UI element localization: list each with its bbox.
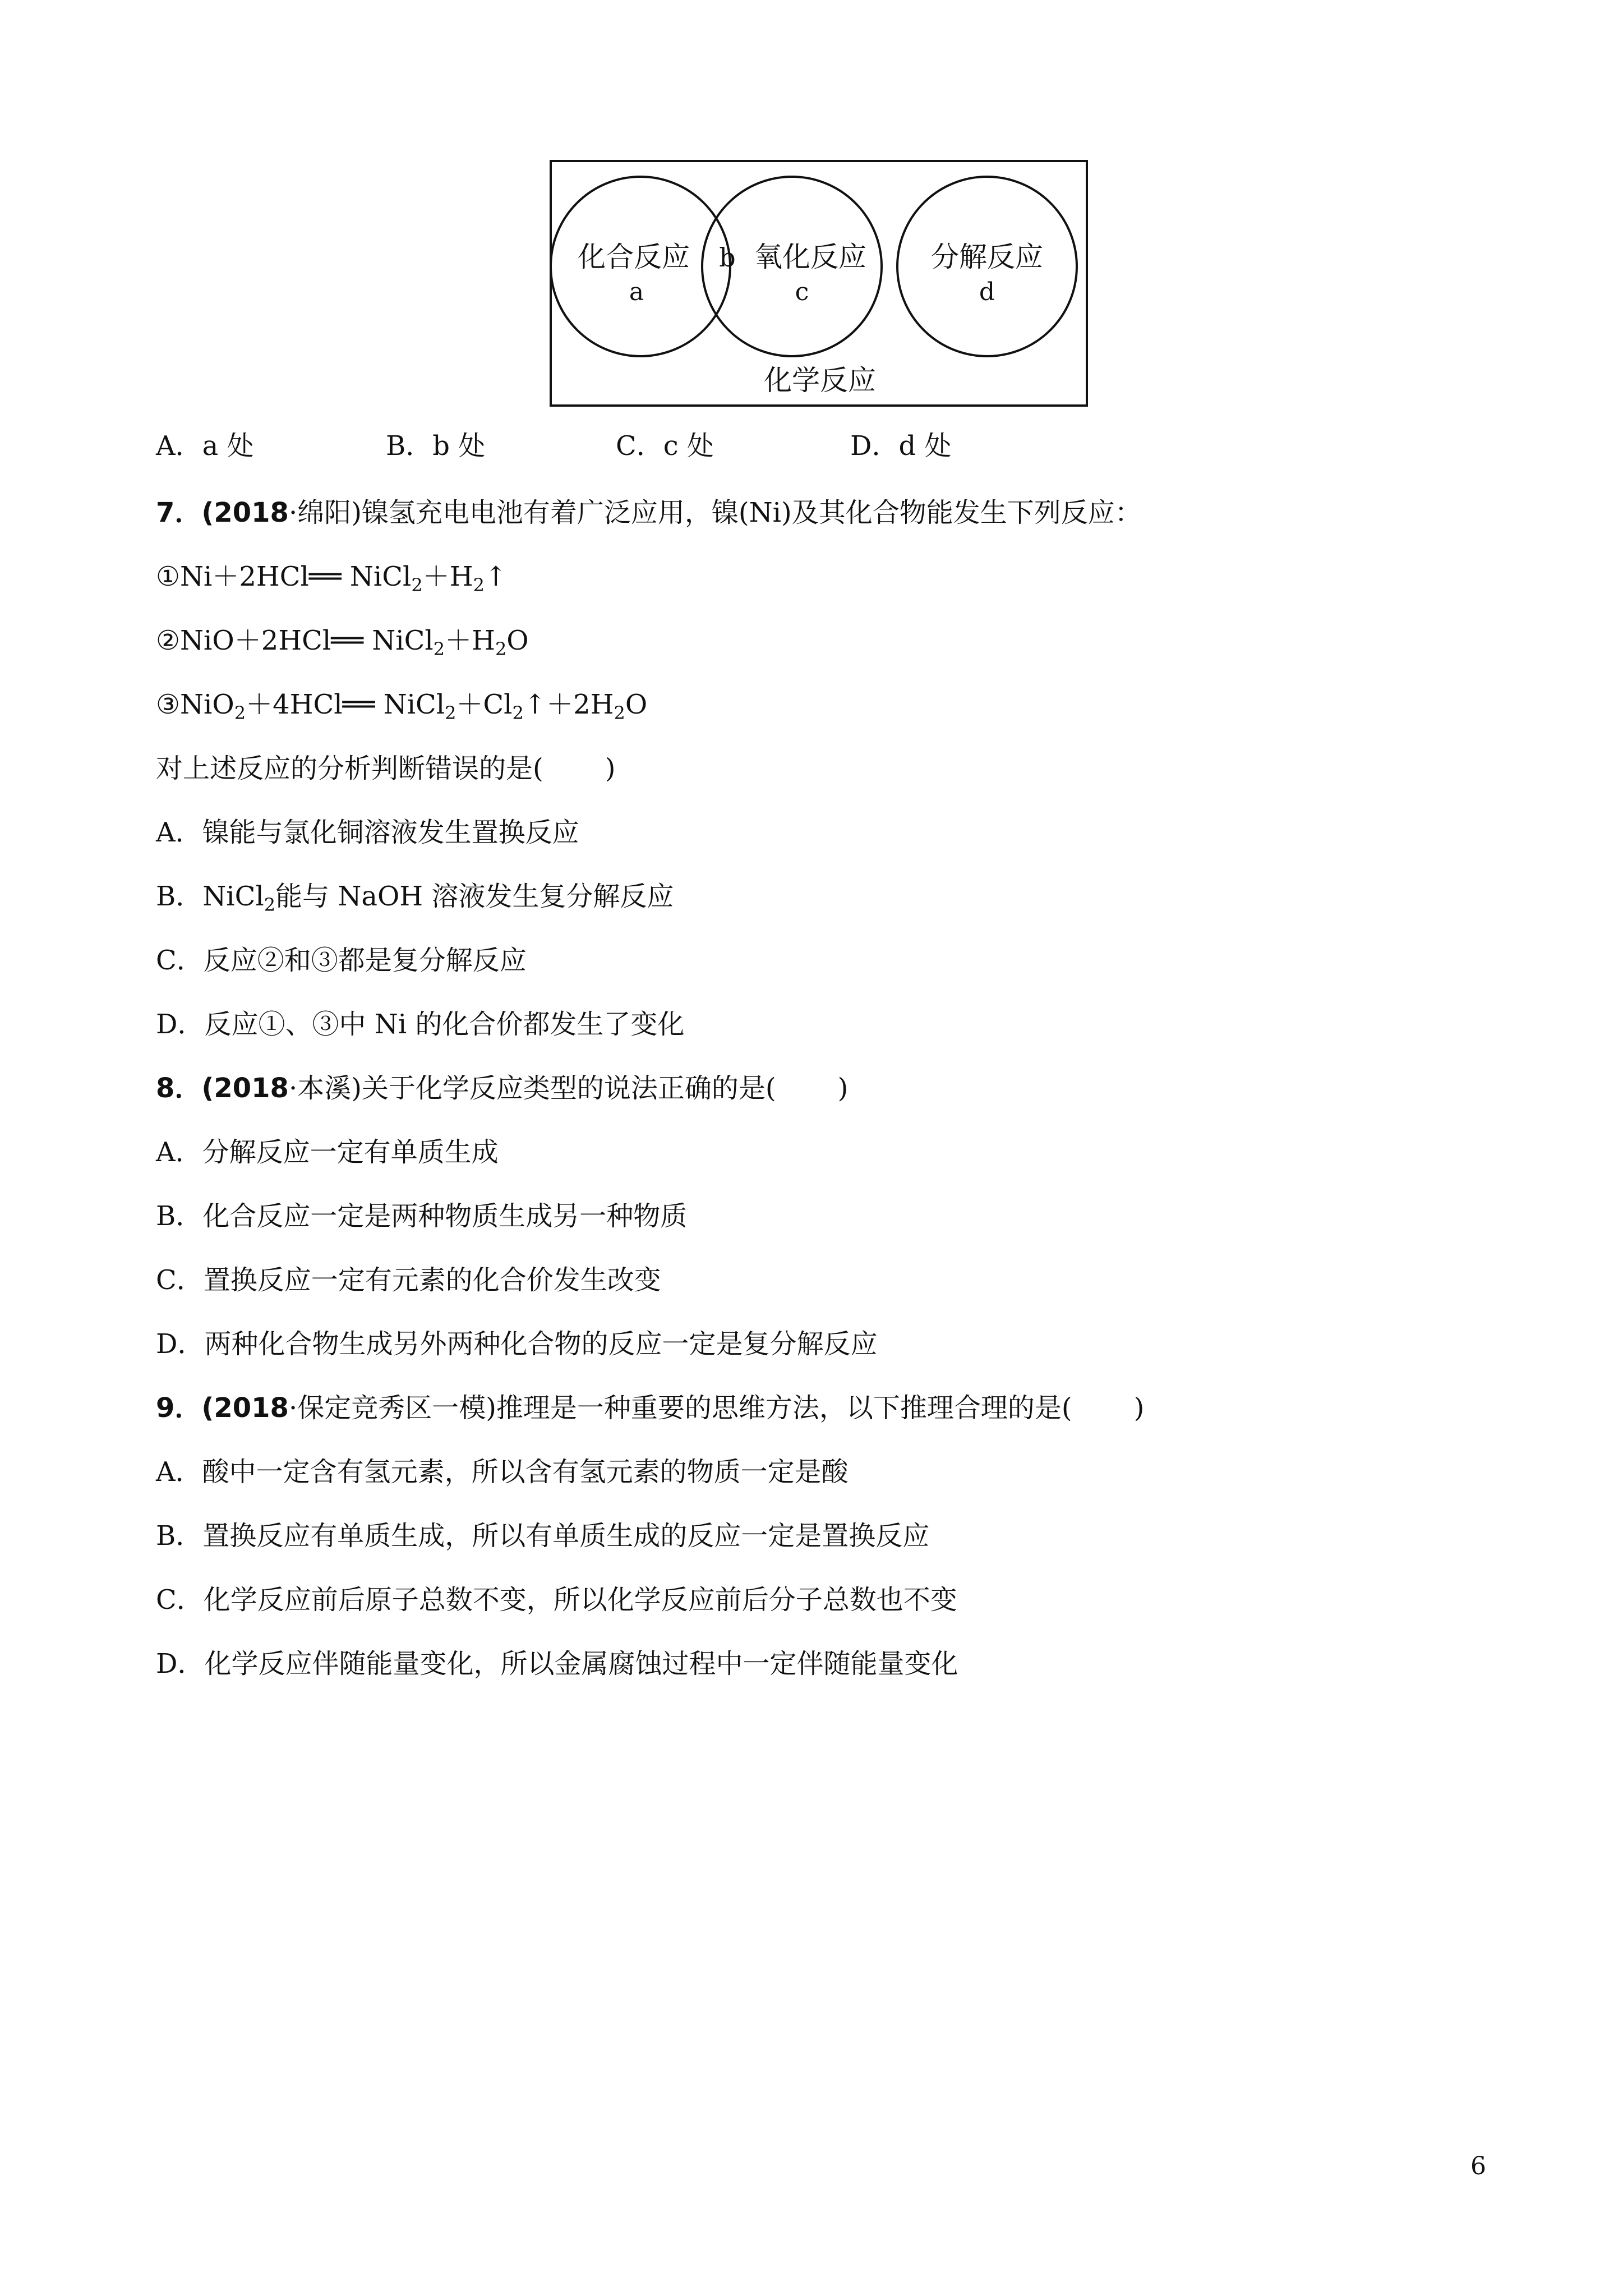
q9-option-c[interactable]: C．化学反应前后原子总数不变，所以化学反应前后分子总数也不变: [156, 1584, 957, 1616]
q7-option-b-sub: 2: [264, 894, 276, 915]
eq2-end: O: [506, 625, 529, 656]
q9-stem-text: ·保定竞秀区一模)推理是一种重要的思维方法，以下推理合理的是(: [288, 1392, 1072, 1424]
page-number: 6: [1470, 2152, 1486, 2180]
q7-option-b-pre: B．NiCl: [156, 881, 264, 912]
eq2-tail: ＋H: [445, 625, 495, 656]
eq1-sub2: 2: [473, 574, 485, 596]
q7-option-c[interactable]: C．反应②和③都是复分解反应: [156, 945, 527, 976]
q8-close-paren: ): [837, 1073, 849, 1104]
eq3-end: O: [625, 689, 648, 720]
q8-number: 8．(2018: [156, 1073, 289, 1104]
q7-option-b-post: 能与 NaOH 溶液发生复分解反应: [275, 881, 674, 912]
q8-stem-text: ·本溪)关于化学反应类型的说法正确的是(: [288, 1073, 776, 1104]
region-d-label: d: [979, 278, 995, 306]
q9-number: 9．(2018: [156, 1392, 289, 1424]
eq3-tail: ↑＋2H: [523, 689, 614, 720]
eq3-sub3: 2: [512, 702, 524, 724]
q9-close-paren: ): [1133, 1392, 1145, 1424]
eq2-sub1: 2: [433, 638, 445, 660]
q7-equation-3: [156, 688, 647, 730]
q8-option-d[interactable]: D．两种化合物生成另外两种化合物的反应一定是复分解反应: [156, 1328, 878, 1360]
q7-close-paren: ): [605, 753, 616, 784]
q9-option-d[interactable]: D．化学反应伴随能量变化，所以金属腐蚀过程中一定伴随能量变化: [156, 1648, 958, 1680]
q7-question-text: 对上述反应的分析判断错误的是(: [156, 753, 543, 784]
region-c-label: c: [795, 278, 809, 306]
q6-option-b[interactable]: B．b 处: [386, 430, 486, 462]
chemical-reaction-label: 化学反应: [764, 364, 876, 397]
region-a-label: a: [629, 278, 644, 306]
q7-option-d[interactable]: D．反应①、③中 Ni 的化合价都发生了变化: [156, 1009, 685, 1040]
eq3-lhs: ③NiO: [156, 689, 234, 720]
q7-equation-1: [156, 560, 507, 602]
q7-stem: [156, 496, 1142, 530]
q7-number: 7．(2018: [156, 497, 289, 528]
q9-option-b[interactable]: B．置换反应有单质生成，所以有单质生成的反应一定是置换反应: [156, 1520, 930, 1552]
q9-stem: [156, 1391, 1144, 1425]
eq1-lhs: ①Ni＋2HCl══ NiCl: [156, 561, 412, 592]
q6-option-c[interactable]: C．c 处: [616, 430, 714, 462]
q8-option-c[interactable]: C．置换反应一定有元素的化合价发生改变: [156, 1264, 661, 1296]
q8-option-b[interactable]: B．化合反应一定是两种物质生成另一种物质: [156, 1200, 688, 1232]
eq2-lhs: ②NiO＋2HCl══ NiCl: [156, 625, 434, 656]
decomposition-reaction-label: 分解反应: [931, 241, 1043, 273]
q7-question: [156, 752, 615, 785]
q6-option-d[interactable]: D．d 处: [850, 430, 952, 462]
eq2-sub2: 2: [495, 638, 507, 660]
region-b-label: b: [719, 242, 736, 273]
eq1-mid: ＋H: [422, 561, 473, 592]
q8-option-a[interactable]: A．分解反应一定有单质生成: [156, 1137, 499, 1168]
q7-option-b[interactable]: [156, 880, 674, 922]
q7-equation-2: [156, 624, 529, 666]
reaction-type-venn-diagram: [550, 160, 1088, 407]
q6-option-a[interactable]: A．a 处: [156, 430, 254, 462]
q7-stem-text: ·绵阳)镍氢充电电池有着广泛应用，镍(Ni)及其化合物能发生下列反应：: [288, 497, 1142, 528]
combination-reaction-label: 化合反应: [578, 241, 690, 273]
q7-option-a[interactable]: A．镍能与氯化铜溶液发生置换反应: [156, 817, 579, 848]
eq3-mid: ＋4HCl══ NiCl: [246, 689, 445, 720]
q8-stem: [156, 1071, 848, 1105]
oxidation-reaction-label: 氧化反应: [754, 241, 866, 273]
q9-option-a[interactable]: A．酸中一定含有氢元素，所以含有氢元素的物质一定是酸: [156, 1456, 849, 1488]
eq3-mid2: ＋Cl: [456, 689, 513, 720]
eq3-sub2: 2: [445, 702, 457, 724]
eq1-sub1: 2: [411, 574, 423, 596]
eq3-sub4: 2: [614, 702, 625, 724]
eq1-tail: ↑: [484, 561, 508, 592]
eq3-sub1: 2: [234, 702, 246, 724]
